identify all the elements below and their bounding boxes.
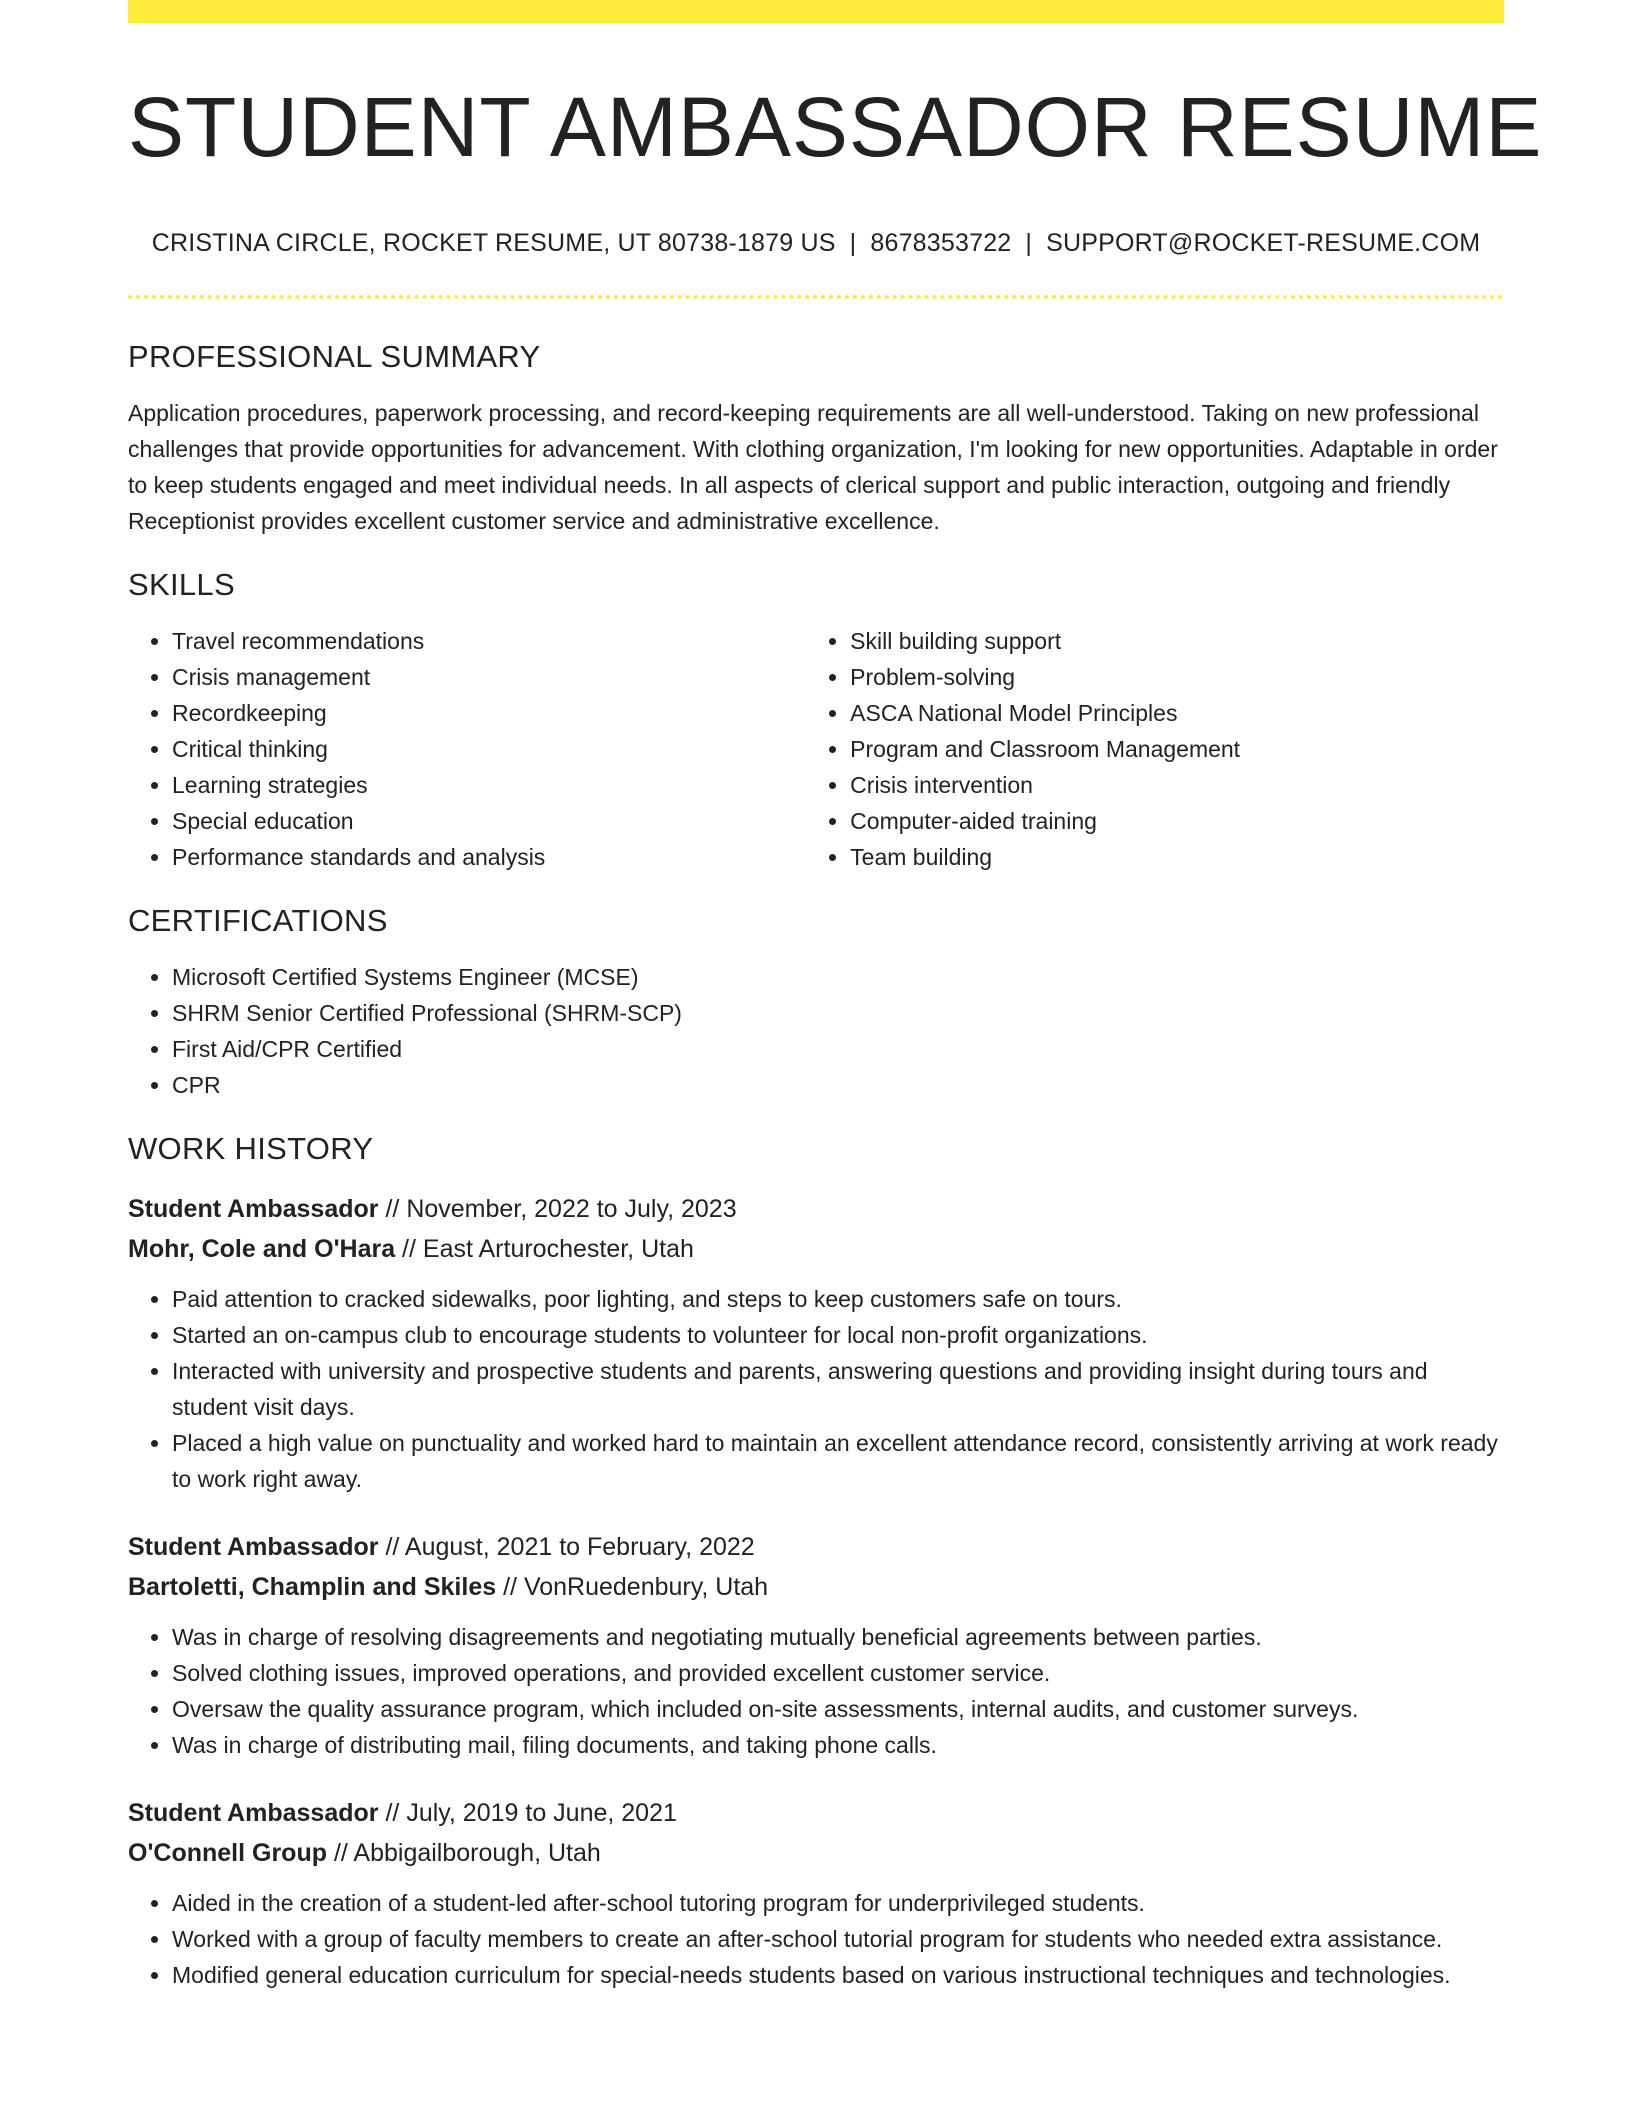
- list-item: • First Aid/CPR Certified: [172, 1031, 1504, 1067]
- skills-list-left: [128, 623, 764, 875]
- list-item: • Program and Classroom Management: [850, 731, 1504, 767]
- job-dates: July, 2019 to June, 2021: [406, 1799, 677, 1828]
- list-item: • Crisis management: [172, 659, 764, 695]
- job-location: VonRuedenbury, Utah: [523, 1573, 769, 1602]
- list-item: • Skill building support: [850, 623, 1504, 659]
- job-delimiter: //: [378, 1533, 405, 1562]
- list-item: • Started an on-campus club to encourage students to volunteer for local non-profit organizations.: [172, 1317, 1504, 1353]
- job-title-line: [128, 1527, 1504, 1567]
- job-title: Student Ambassador: [128, 1533, 379, 1562]
- list-item: • Microsoft Certified Systems Engineer (MCSE): [172, 959, 1504, 995]
- list-item: • Worked with a group of faculty members to create an after-school tutorial program for students who needed extra assistance.: [172, 1921, 1504, 1957]
- accent-top-bar: [128, 0, 1504, 23]
- list-item: • Was in charge of resolving disagreements and negotiating mutually beneficial agreements between parties.: [172, 1619, 1504, 1655]
- contact-separator: |: [1025, 229, 1033, 258]
- list-item: • Aided in the creation of a student-led after-school tutoring program for underprivileged students.: [172, 1885, 1504, 1921]
- job-location: East Arturochester, Utah: [422, 1235, 694, 1264]
- list-item: • SHRM Senior Certified Professional (SHRM-SCP): [172, 995, 1504, 1031]
- list-item: • Solved clothing issues, improved operations, and provided excellent customer service.: [172, 1655, 1504, 1691]
- list-item: • CPR: [172, 1067, 1504, 1103]
- list-item: • Learning strategies: [172, 767, 764, 803]
- list-item: • Critical thinking: [172, 731, 764, 767]
- resume-page: [128, 0, 1543, 1993]
- list-item: • Oversaw the quality assurance program, which included on-site assessments, internal audits, and customer surveys.: [172, 1691, 1504, 1727]
- job-title-line: [128, 1189, 1504, 1229]
- list-item: • Paid attention to cracked sidewalks, poor lighting, and steps to keep customers safe on tours.: [172, 1281, 1504, 1317]
- work-history-list: [128, 1189, 1504, 1993]
- list-item: • Recordkeeping: [172, 695, 764, 731]
- job-title: Student Ambassador: [128, 1195, 379, 1224]
- list-item: • ASCA National Model Principles: [850, 695, 1504, 731]
- list-item: • Team building: [850, 839, 1504, 875]
- job-delimiter: //: [327, 1839, 354, 1868]
- job-company: Mohr, Cole and O'Hara: [128, 1235, 396, 1264]
- job-bullets: [128, 1885, 1504, 1993]
- job-entry: [128, 1527, 1504, 1763]
- job-delimiter: //: [395, 1235, 423, 1264]
- list-item: • Placed a high value on punctuality and worked hard to maintain an excellent attendance record, consistently arriving at work ready to work right away.: [172, 1425, 1504, 1497]
- list-item: • Modified general education curriculum for special-needs students based on various instructional techniques and technologies.: [172, 1957, 1504, 1993]
- job-delimiter: //: [378, 1195, 407, 1224]
- skills-heading: SKILLS: [128, 567, 235, 603]
- resume-title: STUDENT AMBASSADOR RESUME: [128, 80, 1543, 174]
- dotted-divider: [128, 295, 1504, 299]
- list-item: • Computer-aided training: [850, 803, 1504, 839]
- certifications-list: [128, 959, 1504, 1103]
- job-entry: [128, 1793, 1504, 1993]
- contact-email[interactable]: SUPPORT@ROCKET-RESUME.COM: [1046, 229, 1481, 258]
- contact-address: CRISTINA CIRCLE, ROCKET RESUME, UT 80738-1879 US: [151, 229, 836, 258]
- work-history-heading: WORK HISTORY: [128, 1131, 374, 1167]
- skills-columns: [128, 623, 1504, 875]
- job-company-line: [128, 1229, 1504, 1269]
- job-title: Student Ambassador: [128, 1799, 379, 1828]
- job-dates: November, 2022 to July, 2023: [406, 1195, 737, 1224]
- job-title-line: [128, 1793, 1504, 1833]
- list-item: • Interacted with university and prospective students and parents, answering questions and providing insight during tours and student visit days.: [172, 1353, 1504, 1425]
- list-item: • Was in charge of distributing mail, filing documents, and taking phone calls.: [172, 1727, 1504, 1763]
- job-company: Bartoletti, Champlin and Skiles: [128, 1573, 497, 1602]
- contact-phone[interactable]: 8678353722: [870, 229, 1012, 258]
- list-item: • Travel recommendations: [172, 623, 764, 659]
- job-bullets: [128, 1281, 1504, 1497]
- contact-separator: |: [849, 229, 857, 258]
- job-delimiter: //: [378, 1799, 407, 1828]
- list-item: • Crisis intervention: [850, 767, 1504, 803]
- contact-line: [128, 229, 1504, 258]
- skills-list-right: [806, 623, 1504, 875]
- summary-text: Application procedures, paperwork processing, and record-keeping requirements are all well-understood. Taking on new professional challenges that provide opportunities for advancement. With clothing organization, I'm looking for new opportunities. Adaptable in order to keep students engaged and meet individual needs. In all aspects of clerical support and public interaction, outgoing and friendly Receptionist provides excellent customer service and administrative excellence.: [128, 400, 1498, 535]
- certifications-heading: CERTIFICATIONS: [128, 903, 388, 939]
- job-company: O'Connell Group: [128, 1839, 327, 1868]
- job-delimiter: //: [496, 1573, 524, 1602]
- job-company-line: [128, 1833, 1504, 1873]
- summary-heading: PROFESSIONAL SUMMARY: [128, 339, 541, 375]
- list-item: • Performance standards and analysis: [172, 839, 764, 875]
- job-dates: August, 2021 to February, 2022: [404, 1533, 755, 1562]
- job-location: Abbigailborough, Utah: [353, 1839, 601, 1868]
- job-entry: [128, 1189, 1504, 1497]
- job-bullets: [128, 1619, 1504, 1763]
- list-item: • Special education: [172, 803, 764, 839]
- job-company-line: [128, 1567, 1504, 1607]
- list-item: • Problem-solving: [850, 659, 1504, 695]
